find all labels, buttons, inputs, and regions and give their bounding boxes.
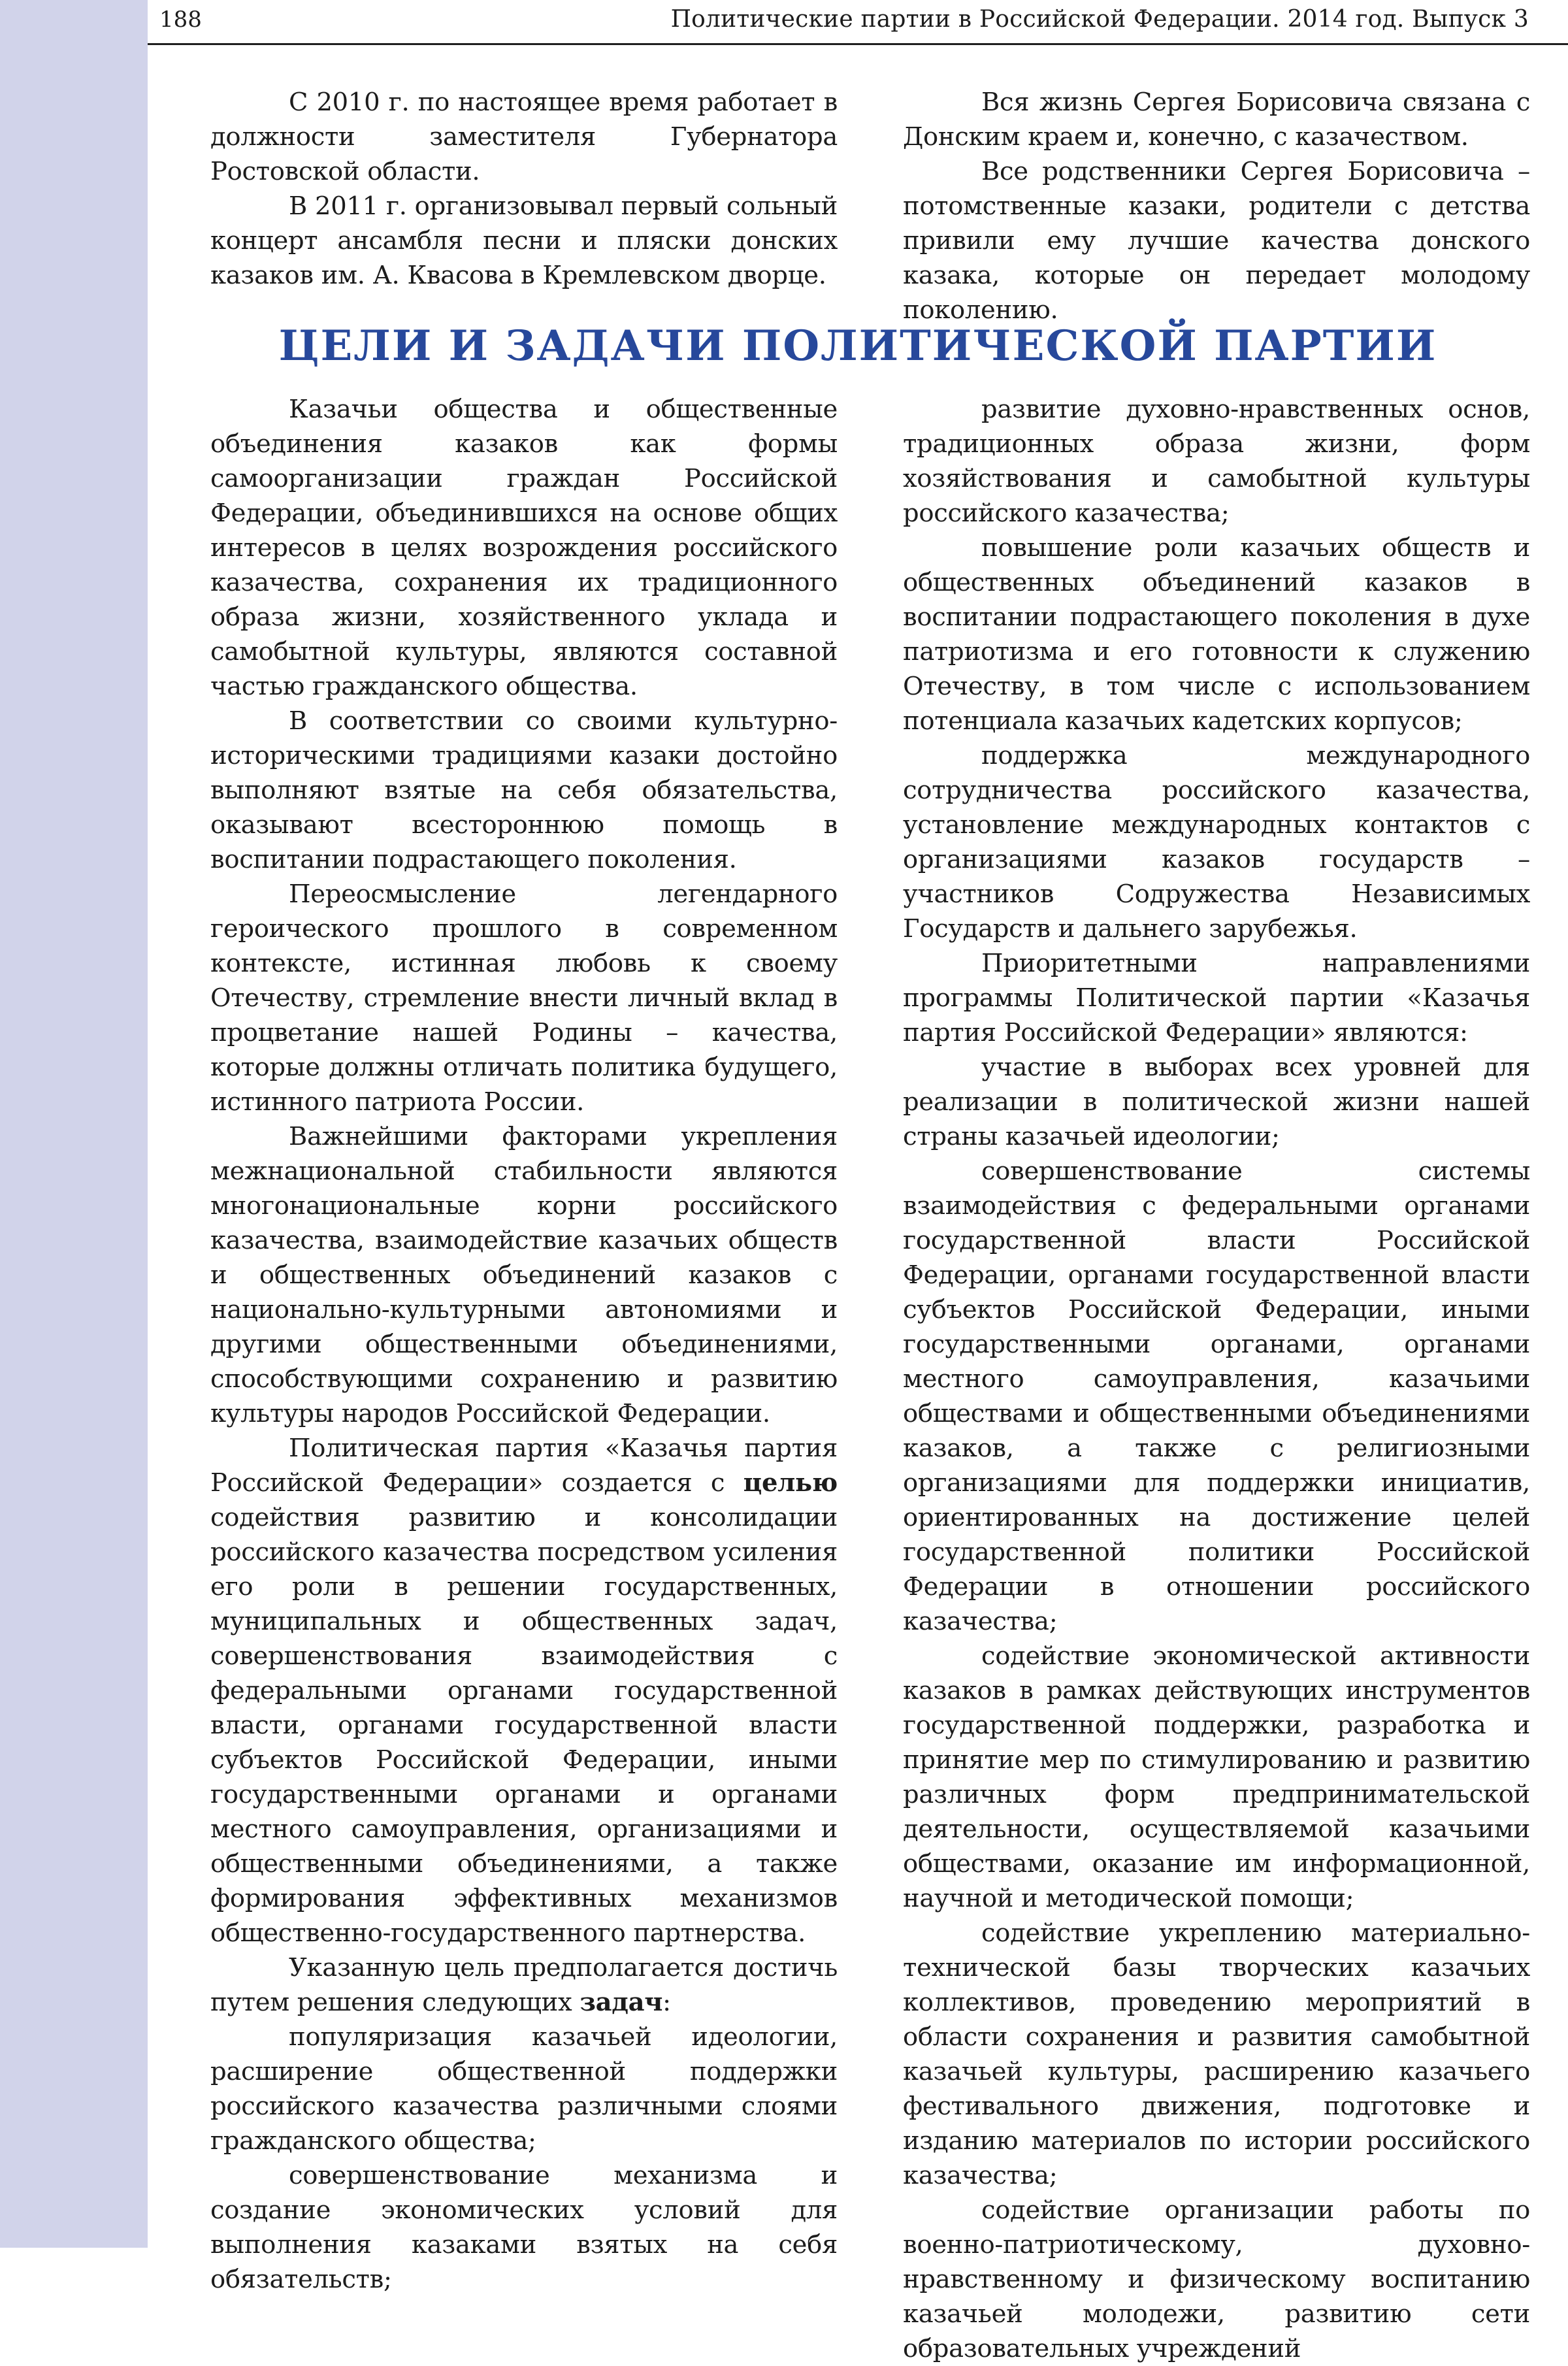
list-item: совершенствование системы взаимодействия с федеральными органами государственной власти Российской Федерации, органами государственной власти субъектов Российской Федерации, иными государственными органами, органами местного самоуправления, казачьими обществами и общественными объединениями казаков, а также с религиозными организациями для поддержки инициатив, ориентированных на достижение целей государственной политики Российской Федерации в отношении российского казачества; <box>903 1157 1530 1636</box>
goal-text-before: Политическая партия «Казачья партия Российской Федерации» создается с <box>210 1434 838 1498</box>
header-rule <box>148 43 1568 45</box>
paragraph: В 2011 г. организовывал первый сольный концерт ансамбля песни и пляски донских казаков им. А. Квасова в Кремлевском дворце. <box>210 191 838 290</box>
list-item: содействие укреплению материально-технической базы творческих казачьих коллективов, проведению мероприятий в области сохранения и развития самобытной казачьей культуры, расширению казачьего фестивального движения, подготовке и изданию материалов по истории российского казачества; <box>903 1918 1530 2190</box>
list-item: участие в выборах всех уровней для реализации в политической жизни нашей страны казачьей идеологии; <box>903 1053 1530 1151</box>
page-number: 188 <box>159 7 202 33</box>
list-item: повышение роли казачьих обществ и общественных объединений казаков в воспитании подрастающего поколения в духе патриотизма и его готовности к служению Отечеству, в том числе с использованием потенциала казачьих кадетских корпусов; <box>903 533 1530 736</box>
paragraph: Казачьи общества и общественные объединения казаков как формы самоорганизации граждан Российской Федерации, объединившихся на основе общих интересов в целях возрождения российского казачества, сохранения их традиционного образа жизни, хозяйственного уклада и самобытной культуры, являются составной частью гражданского общества. <box>210 395 838 701</box>
list-item: совершенствование механизма и создание экономических условий для выполнения казаками взятых на себя обязательств; <box>210 2161 838 2294</box>
tasks-bold-word: задач <box>580 1988 663 2017</box>
list-item: содействие организации работы по военно-патриотическому, духовно-нравственному и физическому воспитанию казачьей молодежи, развитию сети образовательных учреждений <box>903 2195 1530 2363</box>
tasks-paragraph <box>210 1950 838 2020</box>
list-item: поддержка международного сотрудничества российского казачества, установление международных контактов с организациями казаков государств – участников Содружества Независимых Государств и дальнего зарубежья. <box>903 741 1530 944</box>
paragraph: Переосмысление легендарного героического прошлого в современном контексте, истинная любовь к своему Отечеству, стремление внести личный вклад в процветание нашей Родины – качества, которые должны отличать политика будущего, истинного патриота России. <box>210 879 838 1117</box>
tasks-text-before: Указанную цель предполагается достичь путем решения следующих <box>210 1953 838 2017</box>
tasks-text-after: : <box>662 1988 671 2017</box>
paragraph: Важнейшими факторами укрепления межнациональной стабильности являются многонациональные корни российского казачества, взаимодействие казачьих обществ и общественных объединений казаков с национально-культурными автономиями и другими общественными объединениями, способствующими сохранению и развитию культуры народов Российской Федерации. <box>210 1122 838 1428</box>
main-left-column <box>210 392 838 2297</box>
list-item: развитие духовно-нравственных основ, традиционных образа жизни, форм хозяйствования и самобытной культуры российского казачества; <box>903 395 1530 528</box>
paragraph: Вся жизнь Сергея Борисовича связана с Донским краем и, конечно, с казачеством. <box>903 88 1530 152</box>
paragraph: В соответствии со своими культурно-историческими традициями казаки достойно выполняют взятые на себя обязательства, оказывают всестороннюю помощь в воспитании подрастающего поколения. <box>210 706 838 874</box>
paragraph: Приоритетными направлениями программы Политической партии «Казачья партия Российской Федерации» являются: <box>903 949 1530 1047</box>
top-right-column <box>903 85 1530 327</box>
list-item: содействие экономической активности казаков в рамках действующих инструментов государственной поддержки, разработка и принятие мер по стимулированию и развитию различных форм предпринимательской деятельности, осуществляемой казачьими обществами, оказание им информационной, научной и методической помощи; <box>903 1641 1530 1913</box>
goal-text-after: содействия развитию и консолидации российского казачества посредством усиления его роли в решении государственных, муниципальных и общественных задач, совершенствования взаимодействия с федеральными органами государственной власти, органами государственной власти субъектов Российской Федерации, иными государственными органами и органами местного самоуправления, организациями и общественными объединениями, а также формирования эффективных механизмов общественно-государственного партнерства. <box>210 1503 838 1948</box>
section-heading: ЦЕЛИ И ЗАДАЧИ ПОЛИТИЧЕСКОЙ ПАРТИИ <box>278 321 1437 370</box>
side-margin-stripe <box>0 0 148 2248</box>
paragraph: С 2010 г. по настоящее время работает в должности заместителя Губернатора Ростовской области. <box>210 88 838 186</box>
top-left-column <box>210 85 838 293</box>
main-right-column <box>903 392 1530 2366</box>
goal-paragraph <box>210 1431 838 1950</box>
list-item: популяризация казачьей идеологии, расширение общественной поддержки российского казачества различными слоями гражданского общества; <box>210 2022 838 2156</box>
running-title: Политические партии в Российской Федерации. 2014 год. Выпуск 3 <box>670 6 1529 33</box>
goal-bold-word: целью <box>743 1468 838 1498</box>
paragraph: Все родственники Сергея Борисовича – потомственные казаки, родители с детства привили ему лучшие качества донского казака, которые он передает молодому поколению. <box>903 157 1530 325</box>
